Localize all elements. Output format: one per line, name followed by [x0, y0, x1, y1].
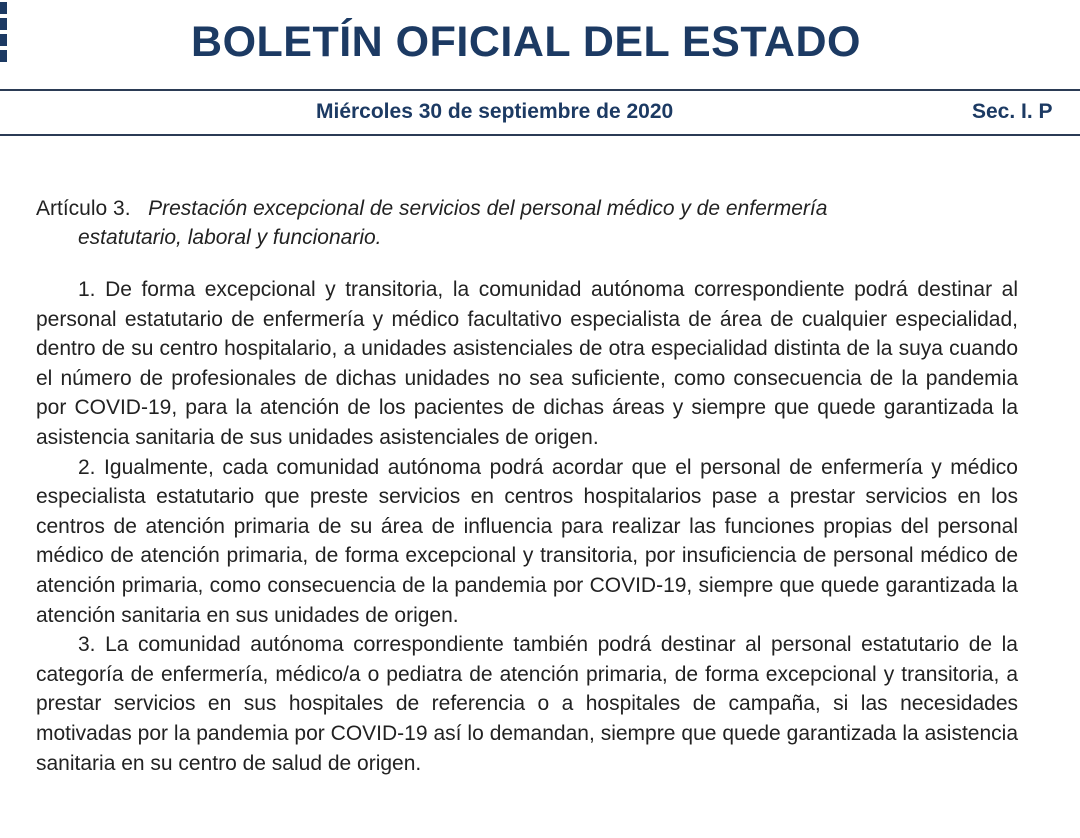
- article-title-line1: Prestación excepcional de servicios del personal médico y de enfermería: [148, 197, 828, 220]
- article-paragraph-1: 1. De forma excepcional y transitoria, la comunidad autónoma correspondiente podrá destinar al personal estatutario de enfermería y médico facultativo especialista de área de cualquier especialidad, dentro de su centro hospitalario, a unidades asistenciales de otra especialidad distinta de la suya cuando el número de profesionales de dichas unidades no sea suficiente, como consecuencia de la pandemia por COVID-19, para la atención de los pacientes de dichas áreas y siempre que quede garantizada la asistencia sanitaria de sus unidades asistenciales de origen.: [36, 278, 1018, 449]
- article-paragraph-2: 2. Igualmente, cada comunidad autónoma podrá acordar que el personal de enfermería y médico especialista estatutario que preste servicios en centros hospitalarios pase a prestar servicios en los centros de atención primaria de su área de influencia para realizar las funciones propias del personal médico de atención primaria, de forma excepcional y transitoria, por insuficiencia de personal médico de atención primaria, como consecuencia de la pandemia por COVID-19, siempre que quede garantizada la atención sanitaria en sus unidades de origen.: [36, 455, 1018, 627]
- section-label: Sec. I. P: [972, 100, 1053, 123]
- article-paragraph-3: 3. La comunidad autónoma correspondiente también podrá destinar al personal estatutario de la categoría de enfermería, médico/a o pediatra de atención primaria, de forma excepcional y transitoria, a prestar servicios en sus hospitales de referencia o a hospitales de campaña, si las necesidades motivadas por la pandemia por COVID-19 así lo demandan, siempre que quede garantizada la asistencia sanitaria en su centro de salud de origen.: [36, 633, 1018, 775]
- header-rule-bottom: [0, 134, 1080, 136]
- article-label: Artículo 3.: [36, 197, 131, 220]
- publication-date: Miércoles 30 de septiembre de 2020: [316, 100, 674, 123]
- masthead-title: BOLETÍN OFICIAL DEL ESTADO: [191, 18, 861, 66]
- article-heading: [36, 194, 1026, 252]
- article-body: [36, 275, 1018, 778]
- header-rule-top: [0, 89, 1080, 91]
- article-title-line2: estatutario, laboral y funcionario.: [78, 226, 382, 249]
